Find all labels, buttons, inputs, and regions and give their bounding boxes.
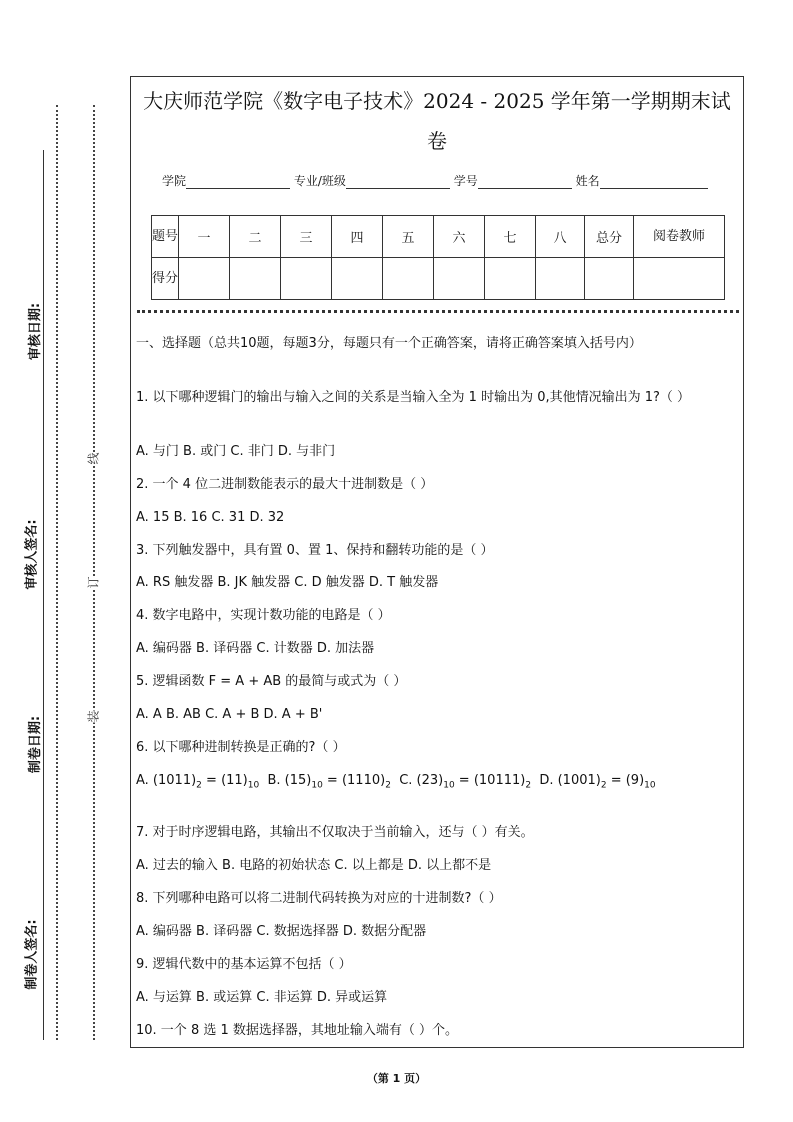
score-cell-6[interactable]: [434, 258, 485, 300]
college-field[interactable]: [186, 174, 290, 189]
question-5-options: A. A B. AB C. A + B D. A + B': [136, 707, 323, 722]
score-cell-7[interactable]: [485, 258, 536, 300]
question-6: 6. 以下哪种进制转换是正确的?（ ）: [136, 740, 346, 755]
score-col-1: 一: [179, 216, 230, 258]
score-table-header-defen: 得分: [152, 258, 179, 300]
question-9: 9. 逻辑代数中的基本运算不包括（ ）: [136, 957, 352, 972]
major-field[interactable]: [346, 174, 450, 189]
name-label: 姓名: [575, 174, 600, 188]
question-1: 1. 以下哪种逻辑门的输出与输入之间的关系是当输入全为 1 时输出为 0,其他情况输出为 1?（ ）: [136, 390, 691, 405]
score-col-total: 总分: [585, 216, 634, 258]
question-8: 8. 下列哪种电路可以将二进制代码转换为对应的十进制数?（ ）: [136, 891, 502, 906]
score-cell-8[interactable]: [536, 258, 585, 300]
score-col-7: 七: [485, 216, 536, 258]
binding-solid-line: [43, 150, 44, 1040]
score-cell-3[interactable]: [281, 258, 332, 300]
binding-char-zhuang: 装: [86, 710, 101, 723]
section1-heading: 一、选择题（总共10题，每题3分，每题只有一个正确答案，请将正确答案填入括号内）: [136, 336, 642, 351]
student-id-label: 学号: [453, 174, 478, 188]
dotted-separator: [137, 310, 739, 313]
question-6-options: [136, 770, 736, 797]
exam-title-line2: 卷: [427, 129, 447, 153]
maker-sign-label: 制卷人签名:: [24, 919, 40, 990]
question-2: 2. 一个 4 位二进制数能表示的最大十进制数是（ ）: [136, 477, 434, 492]
college-label: 学院: [162, 174, 187, 188]
question-3: 3. 下列触发器中，具有置 0、置 1、保持和翻转功能的是（ ）: [136, 543, 494, 558]
q6-option-b: B. $(15)_{10} = (1110)_2$: [267, 773, 391, 791]
score-col-3: 三: [281, 216, 332, 258]
question-4: 4. 数字电路中，实现计数功能的电路是（ ）: [136, 608, 391, 623]
binding-dotted-line-right: [93, 105, 95, 1040]
score-cell-total[interactable]: [585, 258, 634, 300]
name-field[interactable]: [600, 174, 708, 189]
score-cell-5[interactable]: [383, 258, 434, 300]
score-col-6: 六: [434, 216, 485, 258]
score-cell-4[interactable]: [332, 258, 383, 300]
q6-option-a: A. $(1011)_2 = (11)_{10}$: [136, 773, 260, 791]
q6-option-c: C. $(23)_{10} = (10111)_2$: [399, 773, 532, 791]
question-1-options: A. 与门 B. 或门 C. 非门 D. 与非门: [136, 444, 336, 459]
question-9-options: A. 与运算 B. 或运算 C. 非运算 D. 异或运算: [136, 990, 388, 1005]
exam-title-line1: 大庆师范学院《数字电子技术》2024 - 2025 学年第一学期期末试: [143, 89, 731, 113]
binding-dotted-line-left: [56, 105, 58, 1040]
maker-date-label: 制卷日期:: [28, 715, 44, 774]
q6-option-d: D. $(1001)_2 = (9)_{10}$: [539, 773, 656, 791]
question-5: 5. 逻辑函数 F = A + AB 的最简与或式为（ ）: [136, 674, 407, 689]
reviewer-date-label: 审核日期:: [28, 302, 44, 361]
question-4-options: A. 编码器 B. 译码器 C. 计数器 D. 加法器: [136, 641, 375, 656]
major-label: 专业/班级: [293, 174, 346, 188]
page-number: （第 1 页）: [366, 1072, 427, 1085]
question-3-options: A. RS 触发器 B. JK 触发器 C. D 触发器 D. T 触发器: [136, 575, 439, 590]
score-cell-2[interactable]: [230, 258, 281, 300]
reviewer-sign-label: 审核人签名:: [24, 519, 40, 590]
question-7-options: A. 过去的输入 B. 电路的初始状态 C. 以上都是 D. 以上都不是: [136, 858, 492, 873]
score-table-header-tihao: 题号: [152, 216, 179, 258]
binding-char-ding: 订: [86, 576, 101, 589]
question-10: 10. 一个 8 选 1 数据选择器，其地址输入端有（ ）个。: [136, 1023, 459, 1038]
student-info-row: [162, 172, 708, 189]
score-col-5: 五: [383, 216, 434, 258]
question-7: 7. 对于时序逻辑电路，其输出不仅取决于当前输入，还与（ ）有关。: [136, 825, 534, 840]
student-id-field[interactable]: [478, 174, 572, 189]
score-cell-grader[interactable]: [634, 258, 725, 300]
score-cell-1[interactable]: [179, 258, 230, 300]
score-col-8: 八: [536, 216, 585, 258]
score-col-2: 二: [230, 216, 281, 258]
question-2-options: A. 15 B. 16 C. 31 D. 32: [136, 510, 285, 525]
score-col-4: 四: [332, 216, 383, 258]
question-8-options: A. 编码器 B. 译码器 C. 数据选择器 D. 数据分配器: [136, 924, 427, 939]
score-table: [151, 215, 725, 300]
binding-char-xian: 线: [86, 452, 101, 465]
score-col-grader: 阅卷教师: [634, 216, 725, 258]
